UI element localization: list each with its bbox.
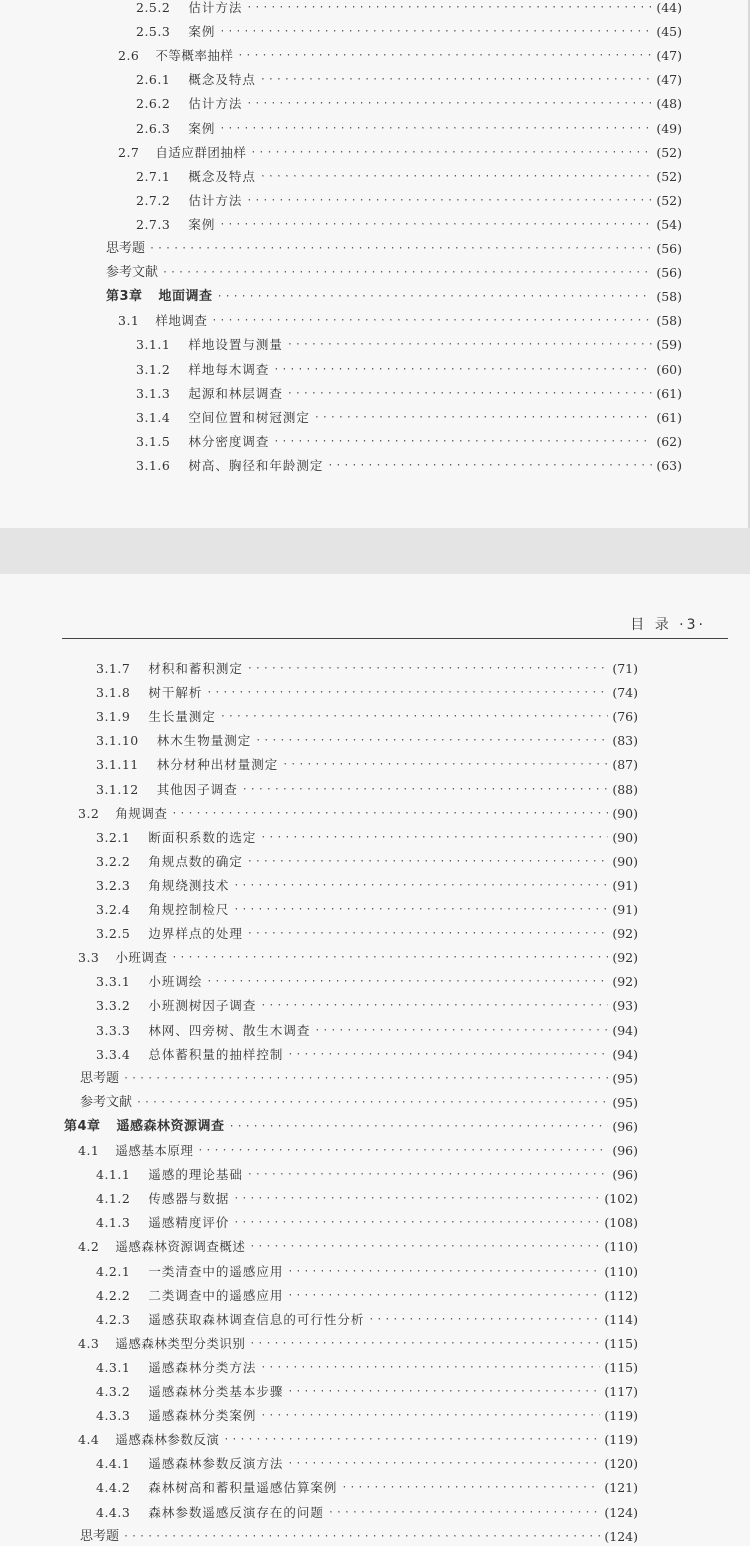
toc-entry [96, 898, 638, 922]
toc-entry [78, 802, 638, 826]
entry-number: 3.1.8 [96, 685, 131, 701]
entry-title: 遥感森林参数反演方法 [148, 1456, 284, 1472]
entry-page-number: (112) [604, 1287, 638, 1303]
toc-entry [96, 1452, 638, 1476]
entry-title: 遥感森林类型分类识别 [115, 1335, 246, 1351]
entry-number: 4.2 [78, 1239, 100, 1255]
entry-number: 3.2.5 [96, 926, 131, 942]
leader-dots [123, 1525, 600, 1546]
entry-page-number: (119) [604, 1432, 638, 1448]
toc-entry [136, 358, 682, 382]
entry-page-number: (94) [612, 1022, 638, 1038]
toc-entry [118, 44, 682, 68]
entry-title: 林分材种出材量测定 [156, 757, 279, 773]
leader-dots [314, 406, 653, 430]
entry-title: 遥感获取森林调查信息的可行性分析 [148, 1311, 365, 1327]
leader-dots [136, 1091, 608, 1115]
leader-dots [233, 1211, 600, 1235]
entry-title: 参考文献 [80, 1094, 133, 1110]
toc-entry [96, 1501, 638, 1525]
entry-number: 2.6.1 [136, 72, 171, 88]
toc-entry [136, 382, 682, 406]
entry-number: 3.1.7 [96, 661, 131, 676]
entry-page-number: (114) [604, 1311, 638, 1327]
entry-title: 思考题 [80, 1528, 120, 1544]
entry-page-number: (92) [612, 950, 638, 966]
toc-entry [96, 1356, 638, 1380]
leader-dots [260, 1356, 600, 1380]
entry-page-number: (47) [656, 72, 682, 88]
toc-entry [96, 1211, 638, 1235]
entry-title: 边界样点的处理 [148, 926, 243, 942]
toc-entry [78, 1428, 638, 1452]
entry-number: 3.1.12 [96, 781, 139, 797]
entry-title: 其他因子调查 [156, 781, 238, 797]
entry-page-number: (96) [612, 1118, 638, 1134]
entry-title: 概念及特点 [188, 72, 256, 88]
toc-chapter-entry [64, 1115, 638, 1139]
toc-entry [96, 1260, 638, 1284]
toc-entry [136, 213, 682, 237]
entry-title: 思考题 [106, 241, 146, 256]
entry-page-number: (90) [612, 829, 638, 845]
leader-dots [273, 430, 652, 454]
leader-dots [219, 117, 652, 141]
toc-entry [118, 141, 682, 165]
entry-title: 起源和林层调查 [188, 385, 283, 401]
toc-entry [96, 826, 638, 850]
entry-page-number: (71) [612, 661, 638, 676]
leader-dots [287, 1284, 600, 1308]
entry-title: 二类调查中的遥感应用 [148, 1287, 284, 1303]
entry-number: 3.1.2 [136, 361, 171, 377]
entry-title: 遥感森林资源调查概述 [115, 1239, 246, 1255]
entry-page-number: (102) [604, 1191, 638, 1207]
leader-dots [287, 1380, 600, 1404]
toc-page-top [0, 0, 750, 528]
toc-entry [96, 850, 638, 874]
entry-number: 4.3.2 [96, 1384, 131, 1399]
toc-page-bottom [0, 574, 750, 1546]
entry-title: 自适应群团抽样 [155, 144, 247, 160]
entry-title: 参考文献 [106, 265, 159, 281]
toc-entry [136, 333, 682, 357]
toc-entry [136, 406, 682, 430]
entry-page-number: (59) [656, 337, 682, 353]
toc-chapter-entry [106, 285, 682, 309]
entry-page-number: (92) [612, 974, 638, 990]
entry-page-number: (44) [656, 0, 682, 15]
leader-dots [260, 165, 653, 189]
entry-number: 4.1.3 [96, 1215, 131, 1231]
entry-title: 样地每木调查 [188, 361, 270, 377]
entry-title: 小班调绘 [148, 974, 203, 990]
entry-number: 4.3.1 [96, 1359, 131, 1375]
entry-page-number: (96) [612, 1167, 638, 1183]
toc-entry [96, 1308, 638, 1332]
entry-number: 第3章 [106, 289, 143, 305]
entry-page-number: (93) [612, 998, 638, 1014]
toc-entry [78, 946, 638, 970]
leader-dots [247, 657, 609, 681]
leader-dots [260, 826, 608, 850]
entry-page-number: (76) [612, 709, 638, 725]
toc-entry [136, 68, 682, 92]
leader-dots [287, 333, 653, 357]
entry-title: 树干解析 [148, 685, 203, 701]
entry-number: 2.6.2 [136, 96, 171, 112]
toc-entry [136, 165, 682, 189]
entry-title: 遥感精度评价 [148, 1215, 230, 1231]
entry-page-number: (119) [604, 1408, 638, 1424]
entry-page-number: (110) [604, 1239, 638, 1255]
entry-page-number: (58) [656, 289, 682, 305]
leader-dots [162, 261, 652, 285]
header-rule [62, 638, 728, 639]
leader-dots [171, 946, 608, 970]
entry-page-number: (124) [604, 1504, 638, 1520]
entry-title: 空间位置和树冠测定 [188, 409, 310, 425]
leader-dots [260, 994, 608, 1018]
entry-title: 材积和蓄积测定 [148, 661, 243, 676]
toc-entry [106, 261, 682, 285]
toc-entry [136, 20, 682, 44]
entry-number: 2.7.3 [136, 216, 171, 232]
entry-page-number: (61) [656, 409, 682, 425]
entry-page-number: (120) [604, 1456, 638, 1472]
entry-page-number: (61) [656, 385, 682, 401]
toc-entry [136, 92, 682, 116]
toc-entry [96, 1284, 638, 1308]
toc-entry [96, 1019, 638, 1043]
leader-dots [217, 285, 653, 309]
entry-page-number: (52) [656, 192, 682, 208]
entry-number: 3.1.10 [96, 733, 139, 749]
entry-number: 3.2 [78, 805, 100, 821]
entry-number: 3.1 [118, 313, 140, 329]
entry-title: 森林树高和蓄积量遥感估算案例 [148, 1480, 338, 1496]
entry-title: 小班测树因子调查 [148, 998, 257, 1014]
entry-page-number: (90) [612, 853, 638, 869]
leader-dots [314, 1019, 608, 1043]
entry-title: 地面调查 [158, 289, 213, 305]
toc-entry [78, 1332, 638, 1356]
entry-page-number: (124) [604, 1528, 638, 1544]
entry-page-number: (115) [604, 1359, 638, 1375]
entry-page-number: (121) [604, 1480, 638, 1496]
leader-dots [249, 1235, 600, 1259]
toc-entry [96, 970, 638, 994]
leader-dots [246, 92, 652, 116]
entry-title: 案例 [188, 120, 216, 136]
entry-number: 4.2.2 [96, 1287, 131, 1303]
entry-title: 林木生物量测定 [156, 733, 252, 749]
toc-entry [96, 874, 638, 898]
entry-page-number: (74) [612, 685, 638, 701]
entry-number: 4.1 [78, 1143, 100, 1158]
entry-number: 3.2.3 [96, 877, 131, 893]
entry-page-number: (56) [656, 265, 682, 281]
entry-page-number: (48) [656, 96, 682, 112]
entry-number: 4.4 [78, 1432, 100, 1448]
toc-entry [96, 1187, 638, 1211]
entry-number: 4.3.3 [96, 1408, 131, 1424]
entry-number: 4.3 [78, 1335, 100, 1351]
leader-dots [237, 44, 652, 68]
leader-dots [123, 1067, 608, 1091]
entry-title: 估计方法 [188, 96, 243, 112]
entry-number: 4.1.1 [96, 1167, 131, 1183]
leader-dots [246, 0, 652, 20]
leader-dots [287, 1043, 608, 1067]
entry-number: 3.1.5 [136, 433, 171, 449]
running-header: 目 录 ·3· [630, 617, 706, 633]
leader-dots [211, 309, 652, 333]
entry-page-number: (110) [604, 1263, 638, 1279]
entry-page-number: (115) [604, 1335, 638, 1351]
entry-title: 案例 [188, 24, 216, 40]
leader-dots [282, 753, 608, 777]
toc-entry [80, 1067, 638, 1091]
entry-page-number: (83) [612, 733, 638, 749]
entry-title: 概念及特点 [188, 168, 256, 184]
leader-dots [260, 68, 653, 92]
leader-dots [328, 1501, 601, 1525]
entry-title: 样地设置与测量 [188, 337, 283, 353]
leader-dots [247, 1163, 609, 1187]
toc-entry [136, 117, 682, 141]
entry-page-number: (108) [604, 1215, 638, 1231]
entry-page-number: (92) [612, 926, 638, 942]
entry-title: 森林参数遥感反演存在的问题 [148, 1504, 324, 1520]
entry-title: 遥感森林分类基本步骤 [148, 1384, 284, 1399]
entry-number: 第4章 [64, 1118, 101, 1134]
leader-dots [220, 705, 609, 729]
entry-title: 总体蓄积量的抽样控制 [148, 1046, 284, 1062]
entry-title: 一类清查中的遥感应用 [148, 1263, 284, 1279]
entry-page-number: (63) [656, 457, 682, 473]
entry-page-number: (94) [612, 1046, 638, 1062]
entry-page-number: (96) [612, 1143, 638, 1158]
entry-number: 3.3.3 [96, 1022, 131, 1038]
toc-entry [96, 1043, 638, 1067]
entry-number: 3.3.1 [96, 974, 131, 990]
entry-number: 4.4.2 [96, 1480, 131, 1496]
entry-number: 3.1.4 [136, 409, 171, 425]
entry-title: 小班调查 [115, 950, 168, 966]
entry-page-number: (52) [656, 168, 682, 184]
toc-entry [106, 237, 682, 261]
entry-number: 3.1.1 [136, 337, 171, 353]
toc-entry [118, 309, 682, 333]
toc-entry [96, 705, 638, 729]
toc-entry [136, 0, 682, 20]
entry-number: 4.4.1 [96, 1456, 131, 1472]
leader-dots [149, 237, 652, 261]
entry-number: 4.4.3 [96, 1504, 131, 1520]
entry-number: 2.7.1 [136, 168, 171, 184]
toc-entry [96, 1476, 638, 1500]
entry-page-number: (54) [656, 216, 682, 232]
leader-dots [341, 1476, 600, 1500]
leader-dots [287, 1452, 600, 1476]
leader-dots [206, 681, 608, 705]
leader-dots [287, 1260, 600, 1284]
leader-dots [250, 141, 652, 165]
toc-entry [136, 189, 682, 213]
entry-number: 2.5.2 [136, 0, 171, 15]
toc-entry [96, 753, 638, 777]
leader-dots [247, 922, 609, 946]
entry-title: 传感器与数据 [148, 1191, 230, 1207]
toc-entry [96, 681, 638, 705]
entry-number: 2.6.3 [136, 120, 171, 136]
entry-page-number: (95) [612, 1094, 638, 1110]
entry-title: 林分密度调查 [188, 433, 270, 449]
leader-dots [219, 213, 652, 237]
leader-dots [246, 189, 652, 213]
entry-number: 4.2.1 [96, 1263, 131, 1279]
entry-title: 思考题 [80, 1070, 120, 1086]
entry-number: 2.7.2 [136, 192, 171, 208]
entry-number: 2.6 [118, 48, 140, 64]
entry-page-number: (49) [656, 120, 682, 136]
entry-number: 3.3 [78, 950, 100, 966]
entry-title: 案例 [188, 216, 216, 232]
entry-number: 4.1.2 [96, 1191, 131, 1207]
leader-dots [287, 382, 653, 406]
leader-dots [260, 1404, 600, 1428]
entry-page-number: (47) [656, 48, 682, 64]
leader-dots [233, 1187, 600, 1211]
leader-dots [229, 1115, 609, 1139]
toc-entry [80, 1091, 638, 1115]
entry-title: 生长量测定 [148, 709, 216, 725]
toc-entry [96, 729, 638, 753]
entry-number: 3.1.9 [96, 709, 131, 725]
entry-page-number: (56) [656, 241, 682, 256]
leader-dots [368, 1308, 600, 1332]
entry-number: 3.1.6 [136, 457, 171, 473]
toc-entry [96, 778, 638, 802]
leader-dots [233, 874, 608, 898]
entry-page-number: (60) [656, 361, 682, 377]
leader-dots [197, 1139, 608, 1163]
entry-number: 3.2.2 [96, 853, 131, 869]
leader-dots [249, 1332, 600, 1356]
toc-entry [78, 1235, 638, 1259]
toc-entry [96, 994, 638, 1018]
toc-entry [96, 1404, 638, 1428]
leader-dots [255, 729, 608, 753]
toc-entry [96, 1163, 638, 1187]
toc-entry [96, 922, 638, 946]
entry-number: 3.3.2 [96, 998, 131, 1014]
toc-entry [136, 430, 682, 454]
toc-entry [136, 454, 682, 478]
entry-title: 角规调查 [115, 805, 168, 821]
toc-entry [96, 657, 638, 681]
entry-page-number: (58) [656, 313, 682, 329]
entry-title: 角规点数的确定 [148, 853, 243, 869]
entry-title: 角规绕测技术 [148, 877, 230, 893]
leader-dots [206, 970, 608, 994]
entry-number: 3.1.11 [96, 757, 139, 773]
leader-dots [327, 454, 652, 478]
entry-number: 3.1.3 [136, 385, 171, 401]
entry-title: 遥感的理论基础 [148, 1167, 243, 1183]
leader-dots [247, 850, 609, 874]
leader-dots [273, 358, 652, 382]
leader-dots [219, 20, 652, 44]
entry-number: 3.2.1 [96, 829, 131, 845]
toc-entry [78, 1139, 638, 1163]
entry-title: 角规控制检尺 [148, 902, 230, 917]
entry-page-number: (52) [656, 144, 682, 160]
leader-dots [171, 802, 608, 826]
entry-title: 遥感森林资源调查 [116, 1118, 225, 1134]
entry-title: 遥感森林分类案例 [148, 1408, 257, 1424]
page-gap [0, 528, 750, 574]
entry-title: 林网、四旁树、散生木调查 [148, 1022, 311, 1038]
entry-page-number: (91) [612, 902, 638, 917]
entry-number: 2.7 [118, 144, 140, 160]
leader-dots [242, 778, 609, 802]
entry-page-number: (95) [612, 1070, 638, 1086]
entry-page-number: (88) [612, 781, 638, 797]
entry-title: 遥感森林参数反演 [115, 1432, 220, 1448]
entry-title: 树高、胸径和年龄测定 [188, 457, 324, 473]
entry-page-number: (62) [656, 433, 682, 449]
leader-dots [223, 1428, 600, 1452]
leader-dots [233, 898, 608, 922]
entry-title: 不等概率抽样 [155, 48, 234, 64]
entry-page-number: (91) [612, 877, 638, 893]
entry-number: 4.2.3 [96, 1311, 131, 1327]
entry-title: 估计方法 [188, 192, 243, 208]
toc-entry [80, 1525, 638, 1546]
entry-title: 样地调查 [155, 313, 208, 329]
toc-entry [96, 1380, 638, 1404]
entry-title: 估计方法 [188, 0, 243, 15]
entry-title: 遥感基本原理 [115, 1143, 194, 1158]
entry-number: 2.5.3 [136, 24, 171, 40]
entry-title: 断面积系数的选定 [148, 829, 257, 845]
entry-page-number: (117) [604, 1384, 638, 1399]
entry-title: 遥感森林分类方法 [148, 1359, 257, 1375]
entry-page-number: (45) [656, 24, 682, 40]
entry-page-number: (90) [612, 805, 638, 821]
entry-number: 3.2.4 [96, 902, 131, 917]
entry-number: 3.3.4 [96, 1046, 131, 1062]
entry-page-number: (87) [612, 757, 638, 773]
